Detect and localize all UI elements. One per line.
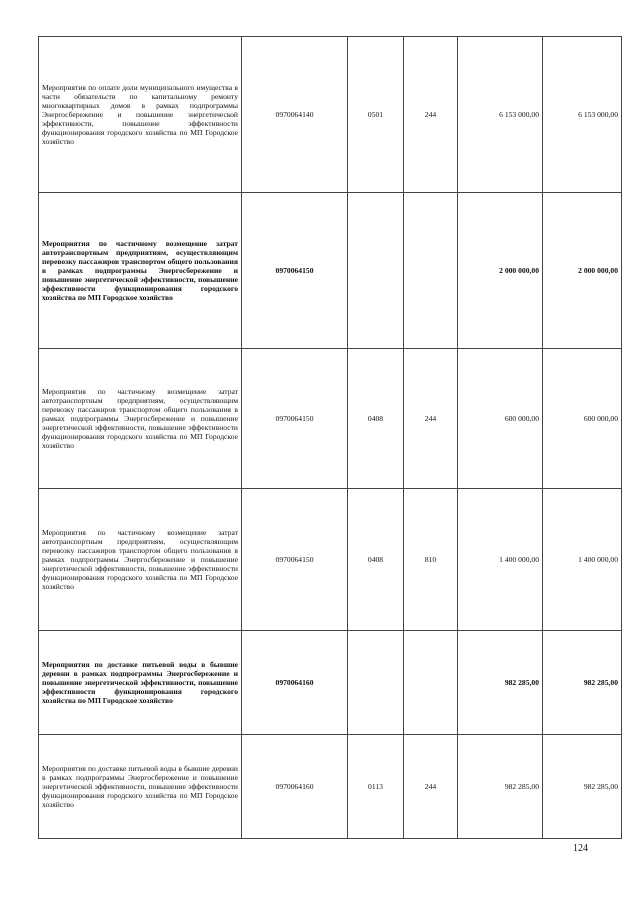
table-row xyxy=(39,735,622,839)
row-amount-2: 600 000,00 xyxy=(543,349,622,489)
table-row xyxy=(39,193,622,349)
budget-table xyxy=(38,36,622,839)
row-amount-1: 1 400 000,00 xyxy=(458,489,543,631)
row-description: Мероприятия по частичному возмещение затрат автотранспортным предприятиям, осуществляющим перевозку пассажиров транспортом общего пользования в рамках подпрограммы Энергосбережение и повышение энергетической эффективности, повышение эффективности функционирования городского хозяйства по МП Городское хозяйство xyxy=(39,193,242,349)
table-row xyxy=(39,349,622,489)
row-amount-2: 6 153 000,00 xyxy=(543,37,622,193)
row-amount-2: 982 285,00 xyxy=(543,631,622,735)
row-expense-type xyxy=(404,631,458,735)
row-expense-type: 244 xyxy=(404,735,458,839)
row-section-code xyxy=(348,193,404,349)
row-section-code: 0408 xyxy=(348,349,404,489)
row-amount-1: 6 153 000,00 xyxy=(458,37,543,193)
row-amount-1: 600 000,00 xyxy=(458,349,543,489)
row-amount-2: 2 000 000,00 xyxy=(543,193,622,349)
row-expense-type: 244 xyxy=(404,349,458,489)
table-row xyxy=(39,37,622,193)
row-target-code: 0970064150 xyxy=(242,193,348,349)
row-description: Мероприятия по частичному возмещение затрат автотранспортным предприятиям, осуществляющим перевозку пассажиров транспортом общего пользования в рамках подпрограммы Энергосбережение и повышение энергетической эффективности, повышение эффективности функционирования городского хозяйства по МП Городское хозяйство xyxy=(39,349,242,489)
row-section-code: 0408 xyxy=(348,489,404,631)
row-target-code: 0970064140 xyxy=(242,37,348,193)
row-target-code: 0970064150 xyxy=(242,489,348,631)
row-target-code: 0970064150 xyxy=(242,349,348,489)
row-description: Мероприятия по доставке питьевой воды в бывшие деревни в рамках подпрограммы Энергосбережение и повышение энергетической эффективности, повышение эффективности функционирования городского хозяйства по МП Городское хозяйство xyxy=(39,735,242,839)
row-amount-1: 982 285,00 xyxy=(458,735,543,839)
table-row xyxy=(39,631,622,735)
row-expense-type xyxy=(404,193,458,349)
row-description: Мероприятия по частичному возмещение затрат автотранспортным предприятиям, осуществляющим перевозку пассажиров транспортом общего пользования в рамках подпрограммы Энергосбережение и повышение энергетической эффективности, повышение эффективности функционирования городского хозяйства по МП Городское хозяйство xyxy=(39,489,242,631)
table-row xyxy=(39,489,622,631)
row-amount-1: 2 000 000,00 xyxy=(458,193,543,349)
row-amount-1: 982 285,00 xyxy=(458,631,543,735)
row-amount-2: 1 400 000,00 xyxy=(543,489,622,631)
row-target-code: 0970064160 xyxy=(242,735,348,839)
row-target-code: 0970064160 xyxy=(242,631,348,735)
row-description: Мероприятия по оплате доли муниципального имущества в части обязательств по капитальному ремонту многоквартирных домов в рамках подпрограммы Энергосбережение и повышение энергетической эффективности, повышение эффективности функционирования городского хозяйства по МП Городское хозяйство xyxy=(39,37,242,193)
row-section-code: 0113 xyxy=(348,735,404,839)
row-section-code: 0501 xyxy=(348,37,404,193)
row-expense-type: 810 xyxy=(404,489,458,631)
row-expense-type: 244 xyxy=(404,37,458,193)
row-amount-2: 982 285,00 xyxy=(543,735,622,839)
row-section-code xyxy=(348,631,404,735)
page-number: 124 xyxy=(573,843,588,854)
row-description: Мероприятия по доставке питьевой воды в бывшие деревни в рамках подпрограммы Энергосбережение и повышение энергетической эффективности, повышение эффективности функционирования городского хозяйства по МП Городское хозяйство xyxy=(39,631,242,735)
